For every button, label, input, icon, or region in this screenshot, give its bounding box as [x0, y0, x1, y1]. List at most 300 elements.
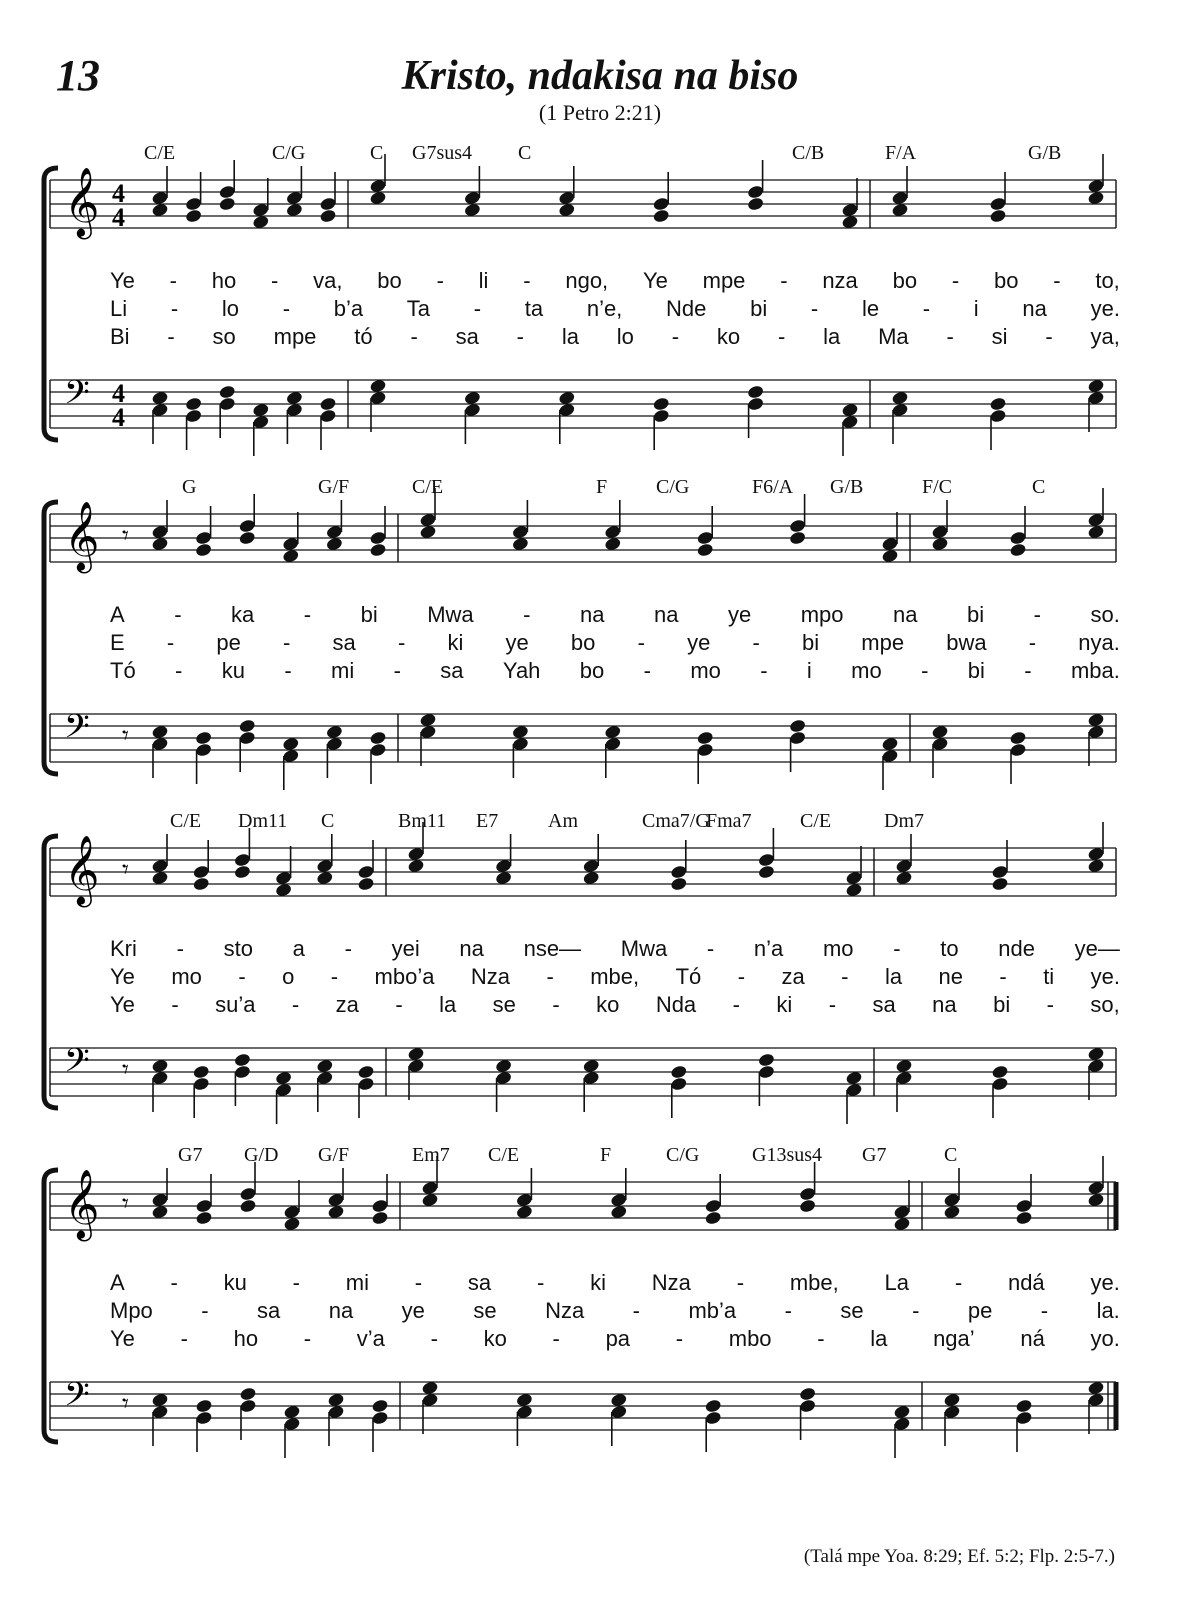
lyric-syllable: li	[478, 268, 489, 293]
notehead	[218, 384, 236, 399]
notehead	[747, 384, 765, 399]
chord-symbol: C	[518, 142, 532, 164]
notehead	[757, 864, 775, 879]
lyric-syllable: Ta	[406, 296, 431, 321]
lyric-syllable: ye.	[1090, 1270, 1120, 1295]
lyric-syllable: se	[492, 992, 516, 1017]
system-bracket	[44, 502, 58, 774]
time-signature: 4	[112, 379, 125, 408]
chord-symbol: F/C	[922, 476, 953, 498]
notehead	[195, 1398, 213, 1413]
lyric-syllable: Mwa	[620, 936, 668, 961]
chord-symbol: Dm11	[238, 810, 288, 832]
lyric-syllable: bi	[967, 602, 985, 627]
lyric-syllable: yo.	[1090, 1326, 1120, 1351]
lyric-syllable: Ye	[110, 964, 135, 989]
notehead	[789, 530, 807, 545]
lyric-syllable: E	[110, 630, 125, 655]
hyphen: -	[395, 992, 403, 1017]
chord-symbol: C/G	[272, 142, 306, 164]
hyphen: -	[344, 936, 352, 961]
bass-staff	[50, 1042, 1116, 1096]
lyric-syllable: mi	[345, 1270, 369, 1295]
lyric-syllable: mbe,	[789, 1270, 839, 1295]
lyric-syllable: bo	[892, 268, 918, 293]
hyphen: -	[410, 324, 418, 349]
hyphen: -	[552, 1326, 560, 1351]
lyric-verse-3	[110, 658, 1120, 684]
lyric-syllable: ye	[505, 630, 529, 655]
lyric-verse-2	[110, 1298, 1120, 1324]
chord-symbol: Fma7	[706, 810, 752, 832]
lyric-syllable: ku	[221, 658, 245, 683]
lyric-syllable: to,	[1095, 268, 1120, 293]
lyric-syllable: pe	[967, 1298, 993, 1323]
notehead	[799, 1198, 817, 1213]
hyphen: -	[180, 1326, 188, 1351]
lyric-syllable: bi	[967, 658, 985, 683]
notehead	[652, 396, 670, 411]
chord-symbol: Cma7/G	[642, 810, 710, 832]
lyric-syllable: na	[893, 602, 918, 627]
hyphen: -	[1046, 992, 1054, 1017]
chord-symbol: G/F	[318, 476, 350, 498]
bass-clef-icon: 𝄢	[64, 708, 90, 754]
lyric-syllable: yei	[391, 936, 420, 961]
notehead	[991, 1064, 1009, 1079]
hyphen: -	[523, 602, 531, 627]
lyric-syllable: bo	[993, 268, 1019, 293]
lyric-syllable: ye.	[1090, 964, 1120, 989]
notehead	[239, 1198, 257, 1213]
hyphen: -	[170, 296, 179, 321]
lyric-syllable: mo	[822, 936, 854, 961]
notehead	[1009, 730, 1027, 745]
lyric-syllable: nza	[822, 268, 858, 293]
chord-symbol: C/G	[666, 1144, 700, 1166]
lyric-syllable: sa	[332, 630, 356, 655]
cross-reference: (Talá mpe Yoa. 8:29; Ef. 5:2; Flp. 2:5-7.)	[803, 1546, 1115, 1567]
chord-symbol: C	[1032, 476, 1046, 498]
lyric-syllable: mpe	[861, 630, 905, 655]
lyric-syllable: i	[973, 296, 979, 321]
hyphen: -	[303, 602, 312, 627]
lyric-syllable: bi	[360, 602, 378, 627]
notehead	[192, 876, 210, 891]
hyphen: -	[166, 630, 175, 655]
hyphen: -	[954, 1270, 963, 1295]
eighth-rest-icon: 𝄾	[122, 1055, 129, 1085]
song-title: Kristo, ndakisa na biso	[401, 53, 799, 99]
notehead	[670, 1064, 688, 1079]
lyric-syllable: ya,	[1090, 324, 1120, 349]
lyric-syllable: nse—	[523, 936, 582, 961]
lyric-syllable: la	[561, 324, 579, 349]
lyric-syllable: sa	[467, 1270, 492, 1295]
lyric-syllable: so	[212, 324, 236, 349]
chord-symbol: G7sus4	[412, 142, 473, 164]
lyric-syllable: bi	[993, 992, 1011, 1017]
lyric-syllable: La	[884, 1270, 910, 1295]
lyric-syllable: va,	[313, 268, 343, 293]
notehead	[239, 1386, 257, 1401]
lyric-syllable: ta	[524, 296, 544, 321]
hyphen: -	[1040, 1298, 1049, 1323]
lyric-syllable: ye	[401, 1298, 425, 1323]
notehead	[670, 876, 688, 891]
lyric-syllable: mb’a	[688, 1298, 737, 1323]
hyphen: -	[271, 268, 279, 293]
chord-symbol: C/E	[800, 810, 832, 832]
song-number: 13	[56, 51, 100, 100]
lyric-syllable: a	[292, 936, 305, 961]
eighth-rest-icon: 𝄾	[122, 721, 129, 751]
hyphen: -	[671, 324, 680, 349]
lyric-syllable: Li	[110, 296, 128, 321]
lyric-syllable: nde	[998, 936, 1035, 961]
notehead	[195, 730, 213, 745]
chord-symbol: C/E	[488, 1144, 520, 1166]
bass-notes	[151, 712, 1105, 790]
lyric-syllable: mbo	[728, 1326, 772, 1351]
lyric-syllable: Yah	[502, 658, 541, 683]
chord-symbol: E7	[476, 810, 499, 832]
hyphen: -	[810, 296, 819, 321]
hyphen: -	[1053, 268, 1061, 293]
hyphen: -	[536, 1270, 545, 1295]
hyphen: -	[946, 324, 954, 349]
lyric-verse-3	[110, 992, 1120, 1018]
chord-symbol: C/E	[412, 476, 444, 498]
lyric-syllable: bo	[377, 268, 402, 293]
chord-symbol: C	[944, 1144, 958, 1166]
hyphen: -	[414, 1270, 423, 1295]
lyric-syllable: lo	[616, 324, 634, 349]
lyric-verse-1	[110, 268, 1120, 294]
lyric-syllable: lo	[221, 296, 239, 321]
treble-clef-icon: 𝄞	[64, 501, 100, 571]
lyric-syllable: bo	[570, 630, 596, 655]
hyphen: -	[552, 992, 560, 1017]
chord-symbol: Bm11	[398, 810, 447, 832]
lyric-syllable: sa	[455, 324, 479, 349]
hyphen: -	[175, 658, 183, 683]
chord-symbol: F6/A	[752, 476, 794, 498]
lyric-syllable: la	[439, 992, 457, 1017]
lyric-syllable: za	[335, 992, 359, 1017]
eighth-rest-icon: 𝄾	[122, 521, 129, 551]
hyphen: -	[912, 1298, 920, 1323]
notehead	[238, 718, 256, 733]
lyric-syllable: tó	[354, 324, 373, 349]
lyric-syllable: b’a	[333, 296, 364, 321]
notehead	[696, 730, 714, 745]
lyric-syllable: la	[823, 324, 841, 349]
hyphen: -	[922, 296, 931, 321]
bass-notes	[151, 1046, 1105, 1124]
time-signature: 4	[112, 403, 125, 432]
lyric-syllable: mpo	[800, 602, 844, 627]
lyric-syllable: A	[110, 602, 125, 627]
hyphen: -	[430, 1326, 438, 1351]
notehead	[233, 864, 251, 879]
hyphen: -	[176, 936, 184, 961]
lyric-syllable: Ye	[110, 268, 135, 293]
chord-symbol: G/F	[318, 1144, 350, 1166]
notehead	[991, 876, 1009, 891]
music-system	[0, 1142, 1200, 1462]
lyric-syllable: ko	[716, 324, 741, 349]
notehead	[195, 1210, 213, 1225]
lyric-syllable: mpe	[273, 324, 317, 349]
lyric-syllable: sa	[257, 1298, 281, 1323]
lyric-verse-3	[110, 1326, 1120, 1352]
lyric-syllable: bwa	[946, 630, 987, 655]
lyric-syllable: Ye	[110, 992, 135, 1017]
lyric-syllable: na	[653, 602, 679, 627]
hyphen: -	[643, 658, 651, 683]
lyric-syllable: mbe,	[590, 964, 640, 989]
lyric-syllable: sa	[872, 992, 896, 1017]
hyphen: -	[817, 1326, 825, 1351]
chord-symbol: Am	[548, 810, 578, 832]
notehead	[185, 396, 203, 411]
hyphen: -	[282, 296, 291, 321]
lyric-syllable: na	[1022, 296, 1047, 321]
lyric-syllable: pa	[605, 1326, 631, 1351]
lyric-syllable: mba.	[1070, 658, 1120, 683]
lyric-syllable: Mpo	[110, 1298, 153, 1323]
chord-symbol: C/B	[792, 142, 825, 164]
notehead	[371, 1398, 389, 1413]
hyphen: -	[752, 630, 760, 655]
lyric-syllable: na	[932, 992, 957, 1017]
lyric-syllable: la	[884, 964, 903, 989]
lyric-syllable: mo	[171, 964, 202, 989]
notehead	[696, 542, 714, 557]
chord-symbol: C/E	[170, 810, 202, 832]
notehead	[238, 530, 256, 545]
hyphen: -	[1028, 630, 1037, 655]
bass-clef-icon: 𝄢	[64, 374, 90, 420]
system-bracket	[44, 836, 58, 1108]
lyric-syllable: na	[580, 602, 605, 627]
lyric-syllable: mo	[851, 658, 882, 683]
treble-clef-icon: 𝄞	[64, 167, 100, 237]
time-signature: 4	[112, 203, 125, 232]
hyphen: -	[170, 1270, 178, 1295]
chord-symbol: F/A	[885, 142, 917, 164]
lyric-verse-3	[110, 324, 1120, 350]
hyphen: -	[951, 268, 960, 293]
lyric-syllable: A	[110, 1270, 125, 1295]
lyric-syllable: n’e,	[586, 296, 623, 321]
hyphen: -	[1033, 602, 1041, 627]
lyric-syllable: ti	[1043, 964, 1055, 989]
hyphen: -	[828, 992, 837, 1017]
treble-clef-icon: 𝄞	[64, 1169, 100, 1239]
lyric-syllable: bo	[579, 658, 605, 683]
bass-clef-icon: 𝄢	[64, 1042, 90, 1088]
lyric-syllable: se	[840, 1298, 864, 1323]
hyphen: -	[330, 964, 339, 989]
lyric-syllable: se	[473, 1298, 497, 1323]
notehead	[799, 1386, 817, 1401]
lyric-syllable: mi	[331, 658, 355, 683]
lyric-syllable: pe	[216, 630, 241, 655]
lyric-syllable: za	[781, 964, 805, 989]
chord-symbol: F	[596, 476, 608, 498]
lyric-syllable: ye	[687, 630, 711, 655]
chord-symbol: C/G	[656, 476, 690, 498]
lyric-syllable: na	[459, 936, 484, 961]
notehead	[704, 1210, 722, 1225]
hyphen: -	[736, 1270, 745, 1295]
chord-symbol: G7	[862, 1144, 887, 1166]
bass-notes	[151, 378, 1105, 456]
lyric-syllable: sto	[223, 936, 253, 961]
lyric-syllable: ná	[1020, 1326, 1045, 1351]
hyphen: -	[1045, 324, 1053, 349]
hyphen: -	[436, 268, 444, 293]
notehead	[1015, 1210, 1033, 1225]
hyphen: -	[174, 602, 182, 627]
chord-symbol: G	[182, 476, 197, 498]
lyric-syllable: so.	[1090, 602, 1120, 627]
lyric-syllable: i	[806, 658, 812, 683]
lyric-syllable: ku	[223, 1270, 247, 1295]
lyric-syllable: so,	[1090, 992, 1120, 1017]
lyric-syllable: Mwa	[427, 602, 474, 627]
lyric-verse-2	[110, 964, 1120, 990]
music-system	[0, 808, 1200, 1128]
notehead	[371, 1210, 389, 1225]
lyric-syllable: bi	[802, 630, 820, 655]
notehead	[185, 208, 203, 223]
lyric-syllable: nya.	[1078, 630, 1120, 655]
system-bracket	[44, 168, 58, 440]
hyphen: -	[169, 268, 177, 293]
lyric-syllable: ko	[483, 1326, 507, 1351]
lyric-syllable: na	[328, 1298, 354, 1323]
lyric-syllable: bi	[750, 296, 768, 321]
chord-symbol: G7	[178, 1144, 203, 1166]
lyric-syllable: v’a	[356, 1326, 385, 1351]
treble-clef-icon: 𝄞	[64, 835, 100, 905]
lyric-syllable: si	[991, 324, 1008, 349]
chord-symbol: G/D	[244, 1144, 279, 1166]
hyphen: -	[167, 324, 175, 349]
lyric-verse-2	[110, 296, 1120, 322]
lyric-syllable: ki	[590, 1270, 606, 1295]
lyric-verse-1	[110, 602, 1120, 628]
hyphen: -	[737, 964, 746, 989]
music-system	[0, 140, 1200, 460]
notehead	[989, 396, 1007, 411]
lyric-syllable: ndá	[1007, 1270, 1045, 1295]
lyric-syllable: n’a	[753, 936, 784, 961]
lyric-syllable: Nza	[470, 964, 511, 989]
notehead	[357, 1064, 375, 1079]
lyric-syllable: ki	[447, 630, 464, 655]
scripture-reference: (1 Petro 2:21)	[538, 100, 662, 125]
notehead	[369, 730, 387, 745]
chord-symbol: C/E	[144, 142, 176, 164]
chord-symbol: C	[370, 142, 384, 164]
lyric-syllable: ho	[211, 268, 237, 293]
lyric-syllable: Ye	[642, 268, 668, 293]
hyphen: -	[523, 268, 531, 293]
hyphen: -	[706, 936, 715, 961]
chord-symbol: G13sus4	[752, 1144, 823, 1166]
lyric-syllable: o	[282, 964, 295, 989]
lyric-syllable: ka	[231, 602, 255, 627]
lyric-syllable: Ma	[878, 324, 909, 349]
lyric-syllable: ye—	[1074, 936, 1120, 961]
lyric-syllable: Kri	[110, 936, 137, 961]
lyric-syllable: ki	[776, 992, 793, 1017]
notehead	[757, 1052, 775, 1067]
hyphen: -	[393, 658, 401, 683]
lyric-syllable: ko	[596, 992, 620, 1017]
lyric-syllable: Tó	[110, 658, 136, 683]
hyphen: -	[784, 1298, 792, 1323]
lyric-syllable: ye.	[1090, 296, 1120, 321]
treble-staff	[50, 167, 1116, 239]
hyphen: -	[238, 964, 246, 989]
hyphen: -	[999, 964, 1007, 989]
lyric-syllable: Nza	[545, 1298, 585, 1323]
notehead	[652, 208, 670, 223]
lyric-syllable: mpe	[702, 268, 746, 293]
treble-staff	[50, 835, 1116, 907]
hyphen: -	[284, 658, 292, 683]
hyphen: -	[675, 1326, 684, 1351]
hyphen: -	[841, 964, 849, 989]
hyphen: -	[732, 992, 740, 1017]
lyric-syllable: Ye	[110, 1326, 135, 1351]
chord-symbol: Dm7	[884, 810, 924, 832]
bass-notes	[151, 1380, 1105, 1458]
notehead	[218, 196, 236, 211]
notehead	[195, 542, 213, 557]
hyphen: -	[303, 1326, 312, 1351]
notehead	[369, 542, 387, 557]
chord-symbol: G/B	[1028, 142, 1062, 164]
hyphen: -	[921, 658, 929, 683]
notehead	[989, 208, 1007, 223]
lyric-syllable: Bi	[110, 324, 130, 349]
notehead	[747, 196, 765, 211]
hyphen: -	[516, 324, 524, 349]
music-system	[0, 474, 1200, 794]
hyphen: -	[283, 630, 291, 655]
lyric-syllable: mo	[690, 658, 721, 683]
lyric-verse-1	[110, 1270, 1120, 1296]
hyphen: -	[473, 296, 482, 321]
hyphen: -	[171, 992, 179, 1017]
lyric-syllable: le	[861, 296, 880, 321]
chord-symbol: G/B	[830, 476, 864, 498]
hyphen: -	[632, 1298, 640, 1323]
hyphen: -	[760, 658, 768, 683]
lyric-syllable: mbo’a	[374, 964, 435, 989]
hyphen: -	[291, 992, 300, 1017]
notehead	[1009, 542, 1027, 557]
time-signature: 4	[112, 179, 125, 208]
lyric-syllable: ne	[938, 964, 963, 989]
lyric-syllable: ngo,	[565, 268, 609, 293]
